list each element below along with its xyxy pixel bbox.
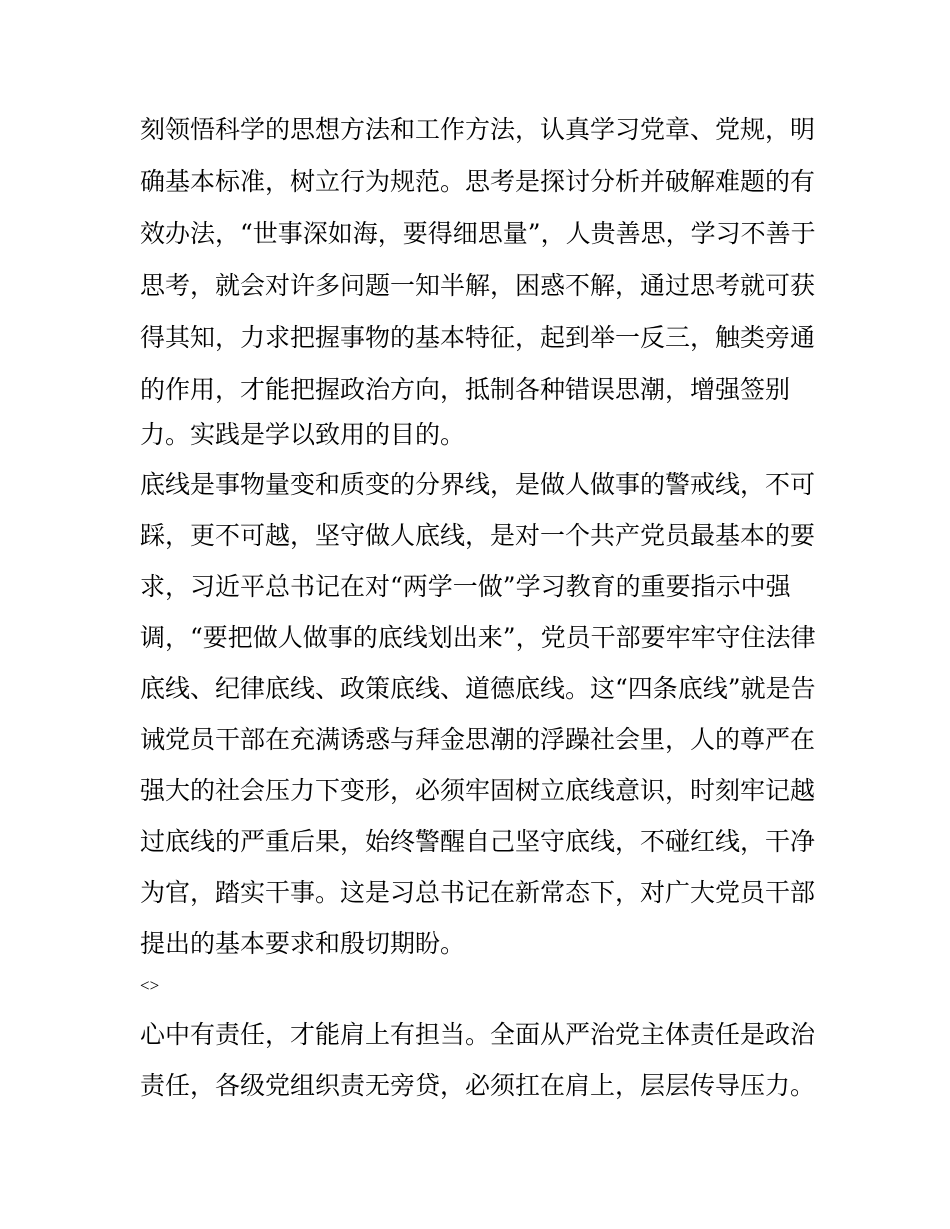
text-line: 诫党员干部在充满诱惑与拜金思潮的浮躁社会里，人的尊严在 (140, 725, 816, 754)
text-line: 强大的社会压力下变形，必须牢固树立底线意识，时刻牢记越 (140, 776, 816, 805)
text-line: 效办法，“世事深如海，要得细思量”，人贵善思，学习不善于 (140, 219, 816, 248)
text-line: 刻领悟科学的思想方法和工作方法，认真学习党章、党规，明 (140, 115, 816, 144)
text-line: 力。实践是学以致用的目的。 (140, 420, 466, 449)
text-line: 心中有责任，才能肩上有担当。全面从严治党主体责任是政治 (140, 1020, 816, 1049)
text-line: 求，习近平总书记在对“两学一做”学习教育的重要指示中强 (140, 572, 791, 601)
text-line: 底线、纪律底线、政策底线、道德底线。这“四条底线”就是告 (140, 674, 816, 703)
text-line: 思考，就会对许多问题一知半解，困惑不解，通过思考就可获 (140, 271, 816, 300)
text-line: 确基本标准，树立行为规范。思考是探讨分析并破解难题的有 (140, 167, 816, 196)
text-line: 底线是事物量变和质变的分界线，是做人做事的警戒线，不可 (140, 470, 816, 499)
text-line: 过底线的严重后果，始终警醒自己坚守底线，不碰红线，干净 (140, 827, 816, 856)
text-line: 提出的基本要求和殷切期盼。 (140, 929, 466, 958)
text-line: 得其知，力求把握事物的基本特征，起到举一反三，触类旁通 (140, 323, 816, 352)
text-line: 的作用，才能把握政治方向，抵制各种错误思潮，增强签别 (140, 375, 791, 404)
text-line: 调，“要把做人做事的底线划出来”，党员干部要牢牢守住法律 (140, 623, 816, 652)
section-marker: <> (140, 976, 160, 995)
text-line: 踩，更不可越，坚守做人底线，是对一个共产党员最基本的要 (140, 521, 816, 550)
text-line: 为官，踏实干事。这是习总书记在新常态下，对广大党员干部 (140, 878, 816, 907)
text-line: 责任，各级党组织责无旁贷，必须扛在肩上，层层传导压力。 (140, 1071, 816, 1100)
